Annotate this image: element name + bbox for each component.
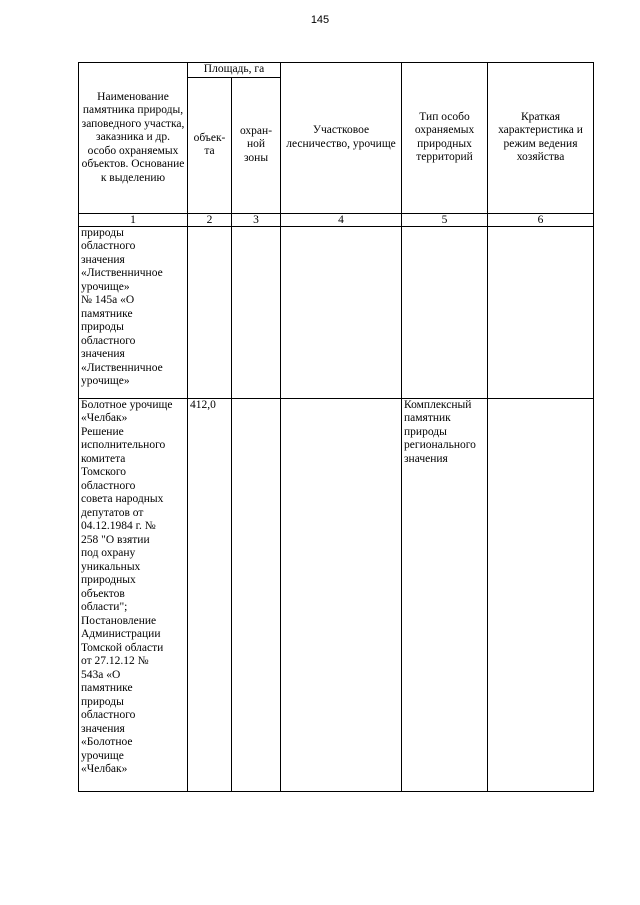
row-area-zone-cell <box>232 398 281 791</box>
protected-areas-table <box>78 62 594 792</box>
row-description-cell <box>488 226 594 398</box>
row-area-object-cell <box>188 226 232 398</box>
header-name: Наименование памятника природы, заповедного участка, заказника и др. особо охраняемых объектов. Основание к выделению <box>79 63 188 214</box>
column-number: 5 <box>402 213 488 226</box>
header-area-zone: охран- ной зоны <box>232 77 281 213</box>
table-row <box>79 398 594 791</box>
row-area-zone-cell <box>232 226 281 398</box>
row-name-cell: Болотное урочище «Челбак» Решение исполнительного комитета Томского областного совета народных депутатов от 04.12.1984 г. № 258 "О взятии под охрану уникальных природных объектов области"; Постановление Администрации Томской области от 27.12.12 № 543а «О памятнике природы областного значения «Болотное урочище «Челбак» <box>79 398 188 791</box>
column-numbers-row <box>79 213 594 226</box>
column-number: 1 <box>79 213 188 226</box>
column-number: 4 <box>281 213 402 226</box>
column-number: 3 <box>232 213 281 226</box>
row-name-cell: природы областного значения «Лиственничное урочище» № 145а «О памятнике природы областного значения «Лиственничное урочище» <box>79 226 188 398</box>
row-description-cell <box>488 398 594 791</box>
row-area-object-cell: 412,0 <box>188 398 232 791</box>
table-row <box>79 226 594 398</box>
row-forestry-cell <box>281 398 402 791</box>
header-area: Площадь, га <box>188 63 281 78</box>
row-forestry-cell <box>281 226 402 398</box>
header-type: Тип особо охраняемых природных территорий <box>402 63 488 214</box>
header-area-object: объек- та <box>188 77 232 213</box>
header-description: Краткая характеристика и режим ведения хозяйства <box>488 63 594 214</box>
row-type-cell: Комплексный памятник природы регионального значения <box>402 398 488 791</box>
column-number: 2 <box>188 213 232 226</box>
column-number: 6 <box>488 213 594 226</box>
header-forestry: Участковое лесничество, урочище <box>281 63 402 214</box>
page-number: 145 <box>310 14 330 26</box>
row-type-cell <box>402 226 488 398</box>
